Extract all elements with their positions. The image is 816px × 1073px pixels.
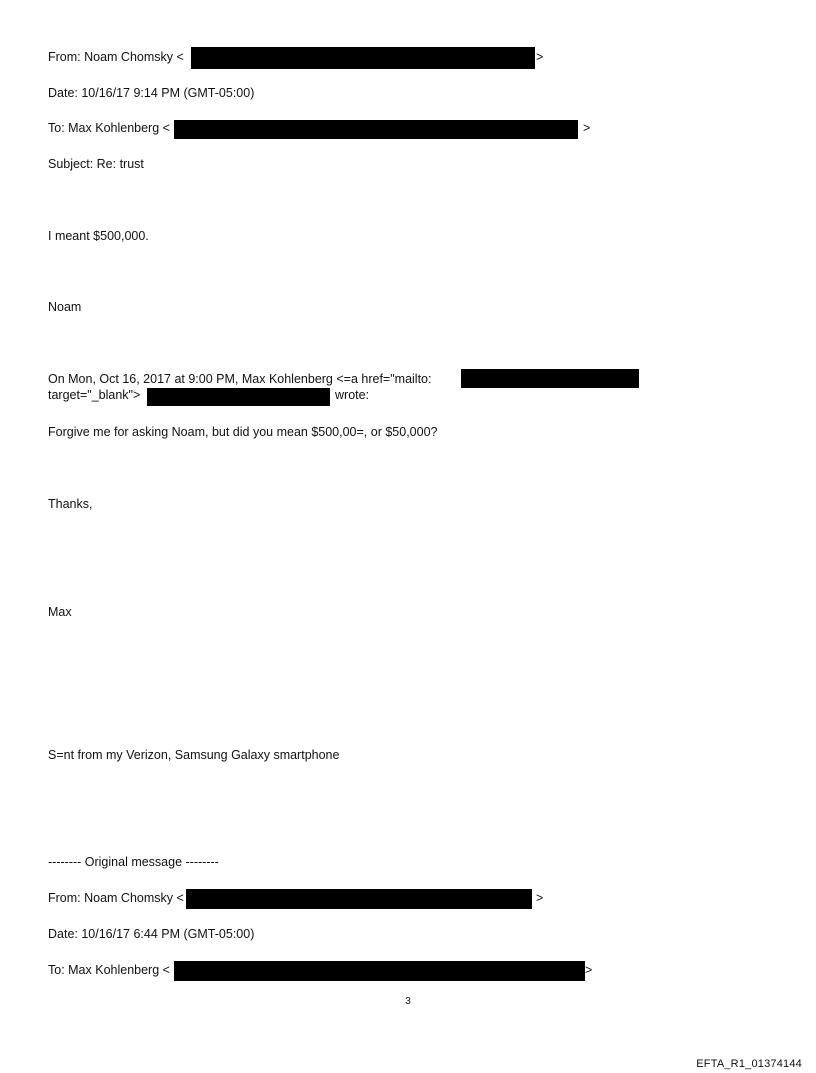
- original-to-line: [48, 963, 170, 978]
- redaction-box: [174, 120, 578, 139]
- to-label: To: Max Kohlenberg <: [48, 121, 170, 135]
- redaction-box: [191, 47, 535, 69]
- sent-from: S=nt from my Verizon, Samsung Galaxy smartphone: [48, 748, 340, 762]
- page-number: 3: [405, 996, 411, 1007]
- redaction-box: [147, 388, 330, 406]
- to-bracket: >: [583, 121, 591, 135]
- quote-header-line1: On Mon, Oct 16, 2017 at 9:00 PM, Max Kohlenberg <=a href="mailto:: [48, 372, 432, 386]
- original-from-label: From: Noam Chomsky <: [48, 891, 184, 905]
- original-divider: -------- Original message --------: [48, 855, 219, 869]
- from-line: [48, 50, 184, 65]
- from-bracket: >: [536, 50, 544, 64]
- original-from-line: [48, 891, 184, 906]
- to-line: [48, 121, 170, 136]
- quoted-question: Forgive me for asking Noam, but did you mean $500,00=, or $50,000?: [48, 425, 438, 439]
- date-line: Date: 10/16/17 9:14 PM (GMT-05:00): [48, 86, 255, 100]
- body-text: I meant $500,000.: [48, 229, 149, 243]
- redaction-box: [174, 961, 585, 981]
- original-date-line: Date: 10/16/17 6:44 PM (GMT-05:00): [48, 927, 255, 941]
- redaction-box: [461, 369, 639, 388]
- quote-header-line2: target="_blank">: [48, 388, 141, 402]
- original-to-bracket: >: [585, 963, 593, 977]
- redaction-box: [186, 889, 532, 909]
- from-label: From: Noam Chomsky <: [48, 50, 184, 64]
- quote-header-wrote: wrote:: [335, 388, 370, 402]
- quoted-name: Max: [48, 605, 72, 619]
- signature: Noam: [48, 300, 82, 314]
- subject-line: Subject: Re: trust: [48, 157, 144, 171]
- quoted-thanks: Thanks,: [48, 497, 93, 511]
- original-from-bracket: >: [536, 891, 544, 905]
- original-to-label: To: Max Kohlenberg <: [48, 963, 170, 977]
- bates-number: EFTA_R1_01374144: [696, 1058, 802, 1070]
